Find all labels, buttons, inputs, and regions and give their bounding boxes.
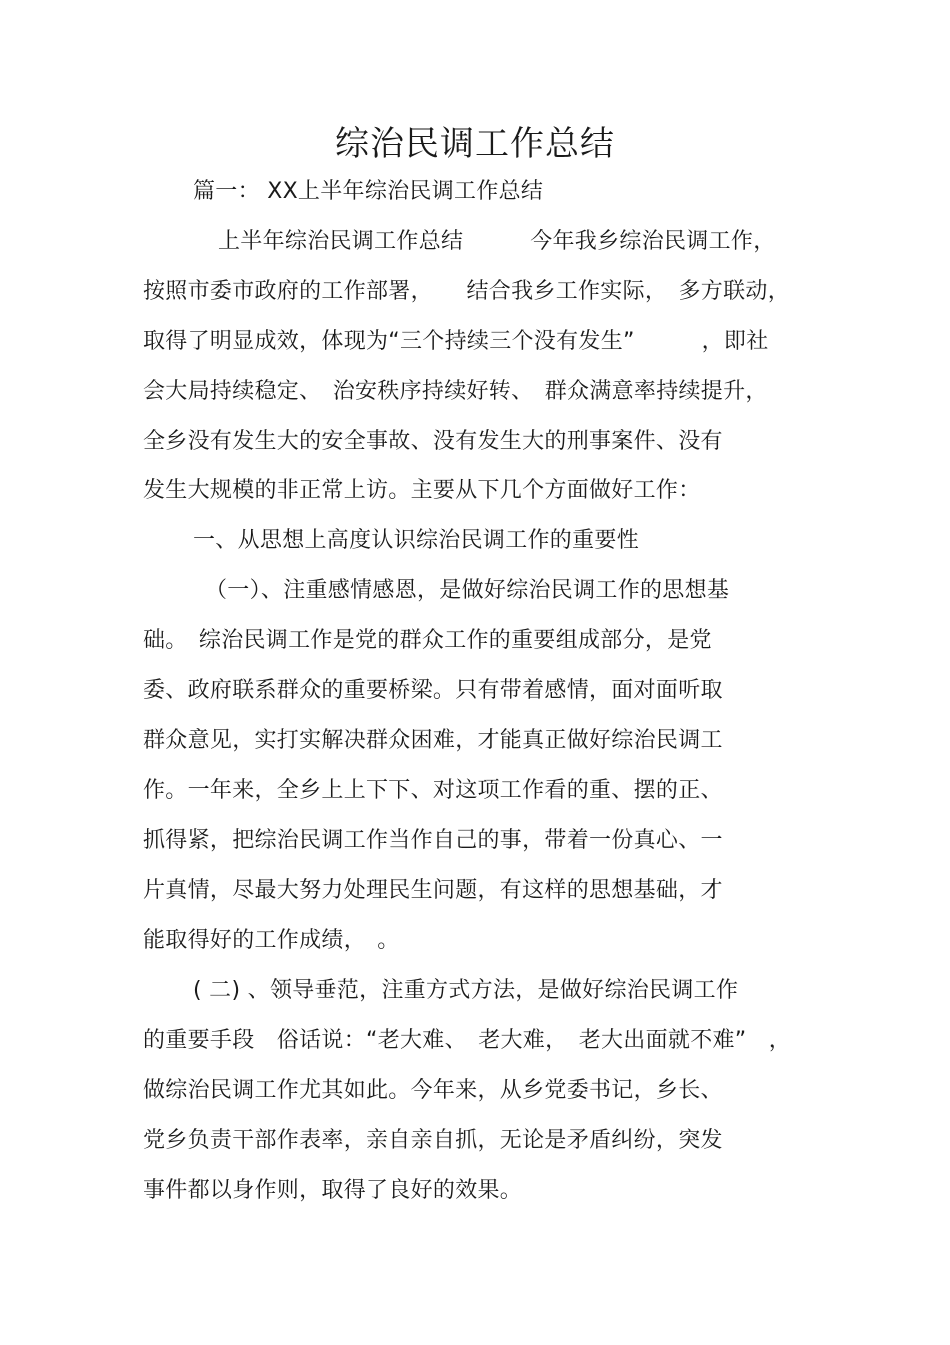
body-line: 上半年综治民调工作总结 今年我乡综治民调工作， [218, 229, 776, 254]
body-line: 群众意见，实打实解决群众困难，才能真正做好综治民调工 [143, 728, 723, 753]
section-heading: 一、从思想上高度认识综治民调工作的重要性 [193, 528, 640, 553]
body-line: 发生大规模的非正常上访。主要从下几个方面做好工作： [143, 478, 701, 503]
body-line: 片真情，尽最大努力处理民生问题，有这样的思想基础，才 [143, 878, 723, 903]
document-title: 综治民调工作总结 [335, 124, 615, 164]
body-line: 作。一年来，全乡上上下下、对这项工作看的重、摆的正、 [143, 778, 723, 803]
body-line: （一）、注重感情感恩，是做好综治民调工作的思想基 [205, 578, 730, 603]
body-line: 委、政府联系群众的重要桥梁。只有带着感情，面对面听取 [143, 678, 723, 703]
body-line: 抓得紧，把综治民调工作当作自己的事，带着一份真心、一 [143, 828, 723, 853]
body-line: 按照市委市政府的工作部署， 结合我乡工作实际， 多方联动， [143, 279, 791, 304]
body-line: 的重要手段 俗话说：“老大难、 老大难， 老大出面就不难” ， [143, 1028, 792, 1053]
body-line: 做综治民调工作尤其如此。今年来，从乡党委书记，乡长、 [143, 1078, 723, 1103]
body-line: 事件都以身作则，取得了良好的效果。 [143, 1178, 523, 1203]
body-line: 全乡没有发生大的安全事故、没有发生大的刑事案件、没有 [143, 429, 723, 454]
body-line: 础。 综治民调工作是党的群众工作的重要组成部分，是党 [143, 628, 712, 653]
body-line: 党乡负责干部作表率，亲自亲自抓，无论是矛盾纠纷，突发 [143, 1128, 723, 1153]
body-line: 会大局持续稳定、 治安秩序持续好转、 群众满意率持续提升， [143, 379, 768, 404]
body-line: ( 二) 、领导垂范，注重方式方法，是做好综治民调工作 [193, 978, 739, 1003]
body-line: 能取得好的工作成绩， 。 [143, 928, 400, 953]
body-line: 取得了明显成效，体现为“三个持续三个没有发生” ，即社 [143, 329, 769, 354]
subtitle-line: 篇一： XX上半年综治民调工作总结 [193, 179, 544, 204]
